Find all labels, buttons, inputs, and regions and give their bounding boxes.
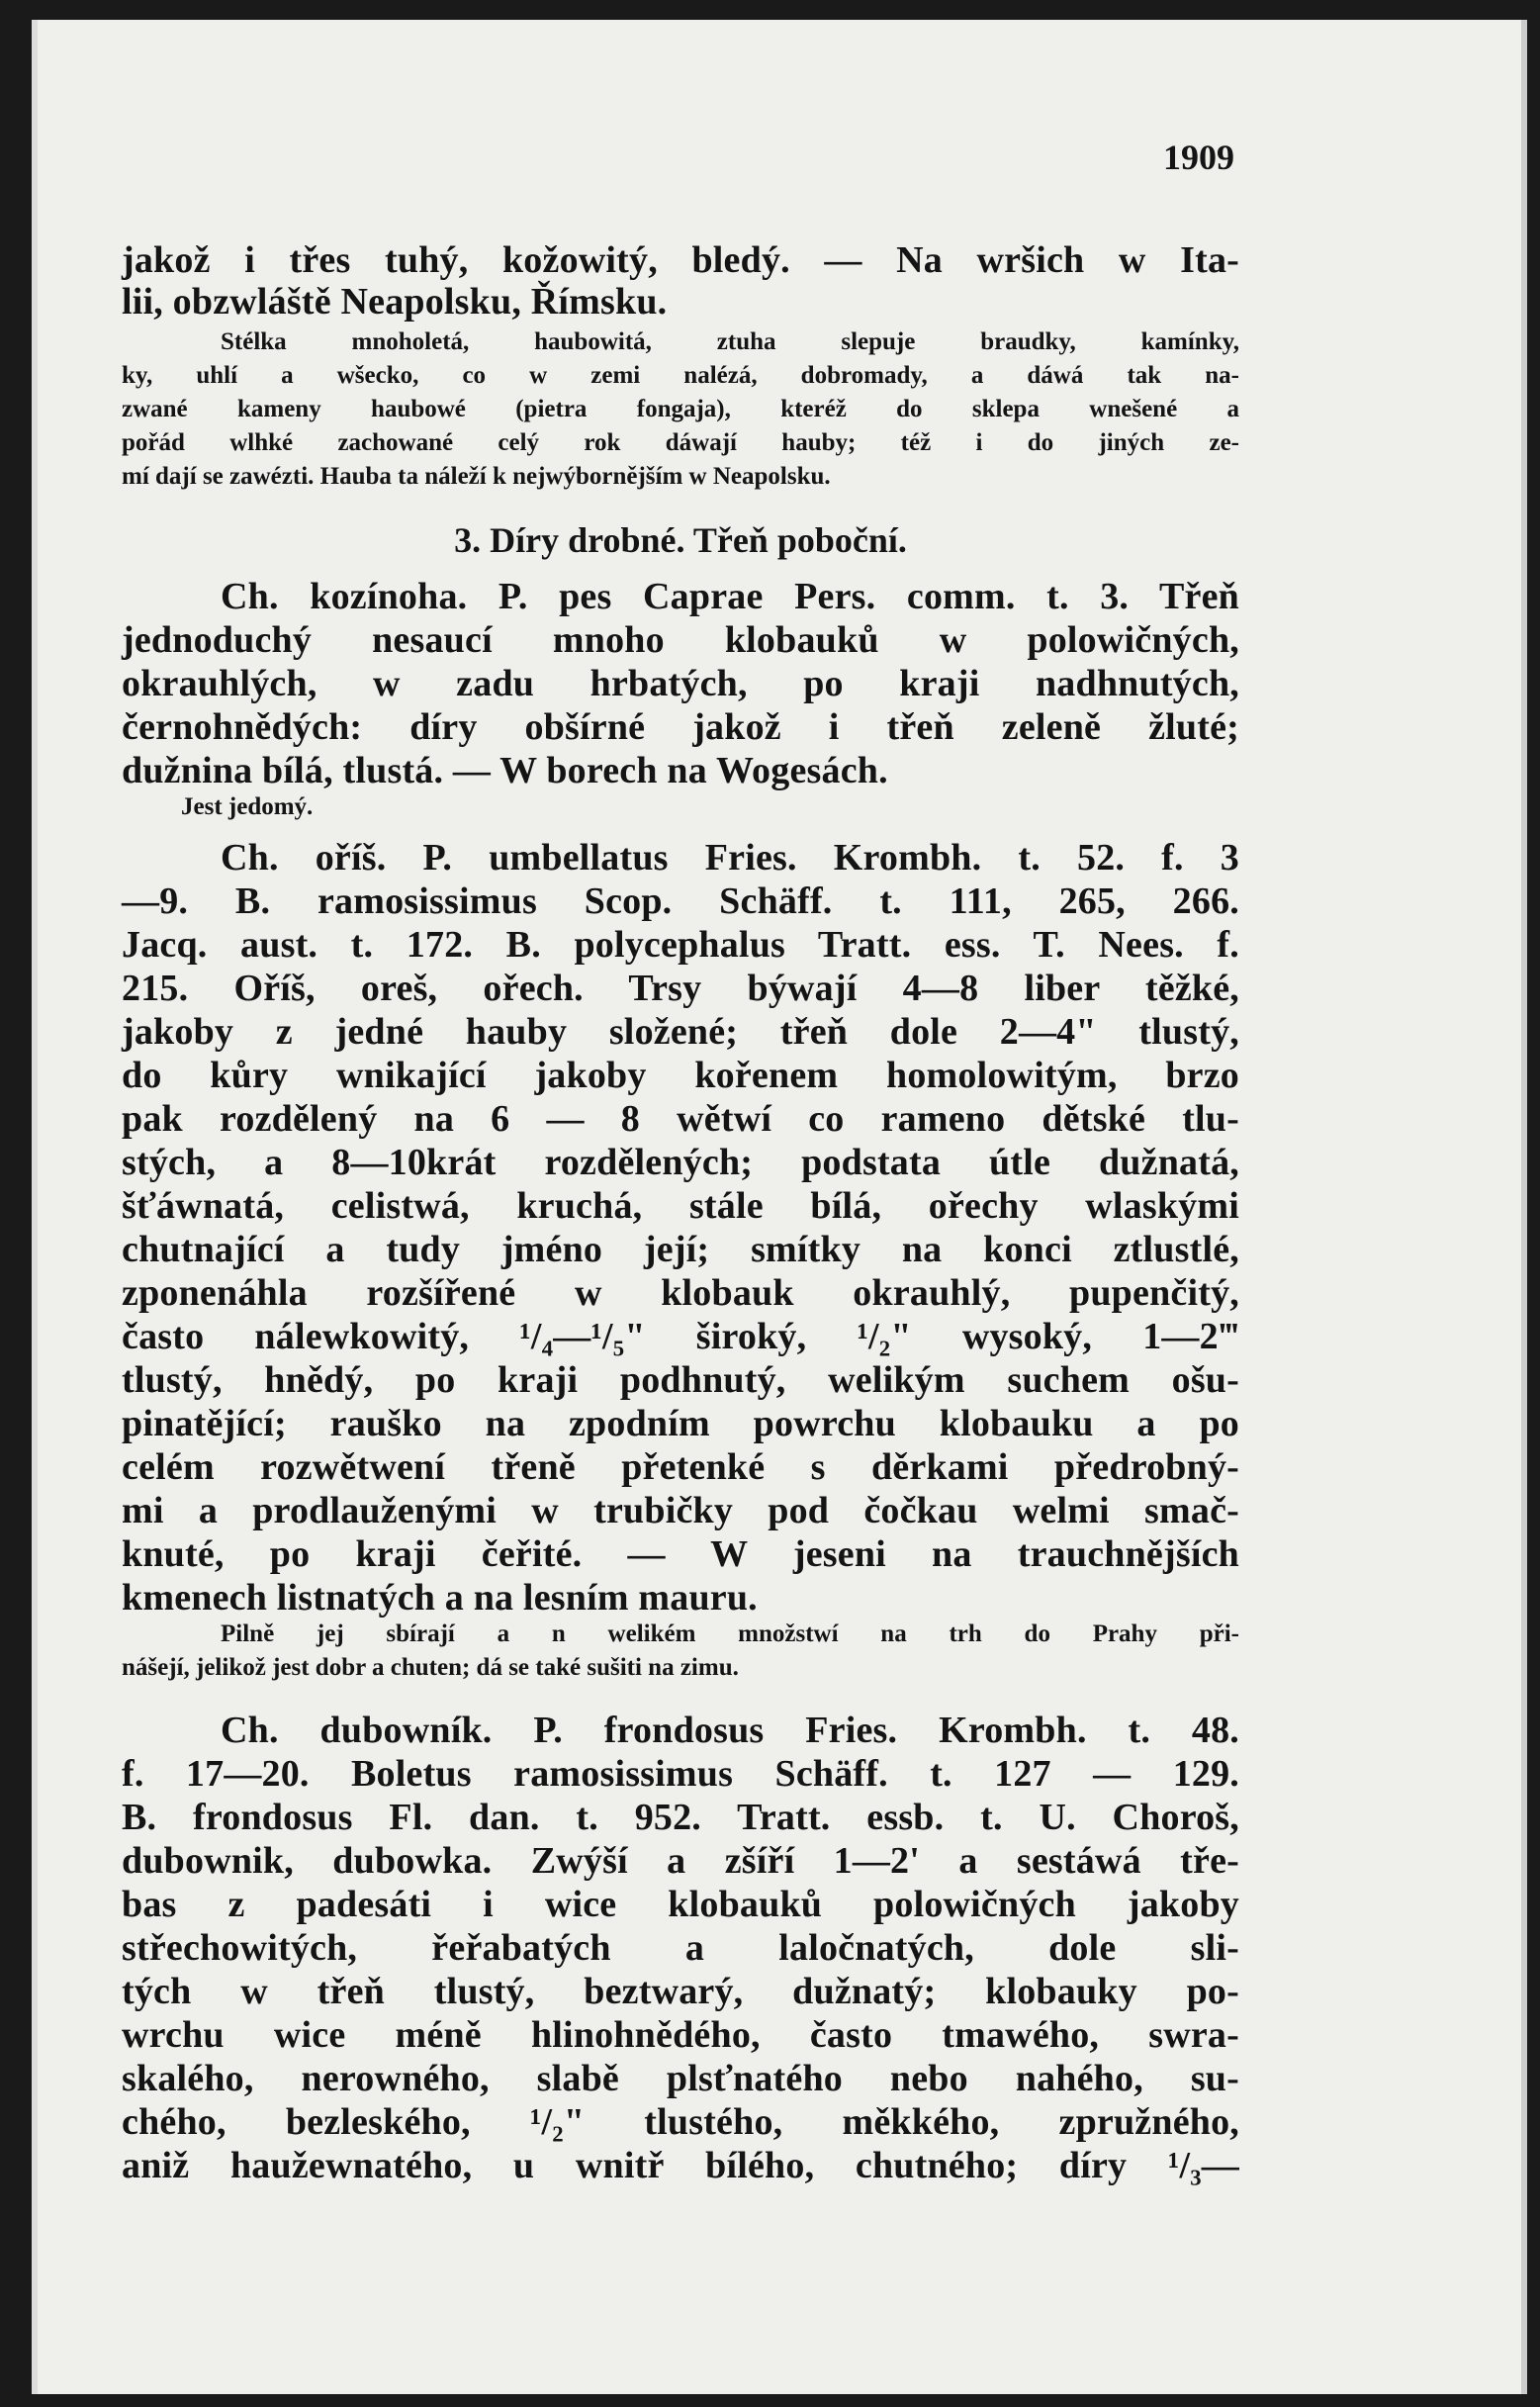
note-line: pořád wlhké zachowané celý rok dáwají hauby; též i do jiných ze- xyxy=(122,429,1239,456)
note-line: mí dají se zawézti. Hauba ta náleží k nejwýbornějším w Neapolsku. xyxy=(122,463,831,490)
note-line: Stélka mnoholetá, haubowitá, ztuha slepuje braudky, kamínky, xyxy=(221,328,1239,355)
note-line: zwané kameny haubowé (pietra fongaja), kteréž do sklepa wnešené a xyxy=(122,396,1239,422)
text-line: černohnědých: díry obšírné jakož i třeň zeleně žluté; xyxy=(122,706,1239,748)
book-page xyxy=(32,20,1527,2394)
page-number: 1909 xyxy=(1163,138,1234,177)
text-line: dužnina bílá, tlustá. — W borech na Wogesách. xyxy=(122,750,888,791)
text-line: do kůry wnikající jakoby kořenem homolowitým, brzo xyxy=(122,1055,1239,1096)
note-line: Jest jedomý. xyxy=(181,793,314,820)
text-line: šťáwnatá, celistwá, kruchá, stále bílá, ořechy wlaskými xyxy=(122,1185,1239,1227)
text-line: B. frondosus Fl. dan. t. 952. Tratt. essb. t. U. Choroš, xyxy=(122,1797,1239,1838)
text-line: lii, obzwláště Neapolsku, Římsku. xyxy=(122,281,668,323)
text-line: wrchu wice méně hlinohnědého, často tmawého, swra- xyxy=(122,2014,1239,2056)
text-line: střechowitých, řeřabatých a laločnatých, dole sli- xyxy=(122,1927,1239,1969)
text-line: mi a prodlauženými w trubičky pod čočkau welmi smač- xyxy=(122,1490,1239,1531)
note-line: Pilně jej sbírají a n welikém množstwí na trh do Prahy při- xyxy=(221,1620,1239,1647)
text-line: skalého, nerowného, slabě plsťnatého nebo nahého, su- xyxy=(122,2058,1239,2099)
text-line: chutnající a tudy jméno její; smítky na konci ztlustlé, xyxy=(122,1229,1239,1270)
text-line: aniž haužewnatého, u wnitř bílého, chutného; díry ¹/₃— xyxy=(122,2145,1239,2186)
text-line: —9. B. ramosissimus Scop. Schäff. t. 111, 265, 266. xyxy=(122,880,1239,922)
text-line: Ch. kozínoha. P. pes Caprae Pers. comm. t. 3. Třeň xyxy=(221,576,1239,617)
text-line: knuté, po kraji čeřité. — W jeseni na trauchnějších xyxy=(122,1533,1239,1575)
section-heading: 3. Díry drobné. Třeň poboční. xyxy=(454,520,907,560)
note-line: ky, uhlí a wšecko, co w zemi nalézá, dobromady, a dáwá tak na- xyxy=(122,362,1239,389)
text-line: pak rozdělený na 6 — 8 wětwí co rameno dětské tlu- xyxy=(122,1098,1239,1140)
text-line: celém rozwětwení třeně přetenké s děrkami předrobný- xyxy=(122,1446,1239,1488)
text-line: Ch. dubowník. P. frondosus Fries. Krombh. t. 48. xyxy=(221,1710,1239,1751)
text-line: Ch. oříš. P. umbellatus Fries. Krombh. t. 52. f. 3 xyxy=(221,837,1239,879)
text-line: jakož i třes tuhý, kožowitý, bledý. — Na wršich w Ita- xyxy=(122,239,1239,281)
text-line: zponenáhla rozšířené w klobauk okrauhlý, pupenčitý, xyxy=(122,1272,1239,1314)
text-line: jakoby z jedné hauby složené; třeň dole 2—4" tlustý, xyxy=(122,1011,1239,1053)
text-line: tlustý, hnědý, po kraji podhnutý, welikým suchem ošu- xyxy=(122,1359,1239,1401)
text-line: bas z padesáti i wice klobauků polowičných jakoby xyxy=(122,1884,1239,1925)
text-line: tých w třeň tlustý, beztwarý, dužnatý; klobauky po- xyxy=(122,1971,1239,2012)
text-line: stých, a 8—10krát rozdělených; podstata útle dužnatá, xyxy=(122,1142,1239,1183)
text-line: okrauhlých, w zadu hrbatých, po kraji nadhnutých, xyxy=(122,663,1239,704)
text-line: kmenech listnatých a na lesním mauru. xyxy=(122,1577,758,1619)
text-line: Jacq. aust. t. 172. B. polycephalus Tratt. ess. T. Nees. f. xyxy=(122,924,1239,966)
note-line: nášejí, jelikož jest dobr a chuten; dá se také sušiti na zimu. xyxy=(122,1654,739,1681)
text-line: f. 17—20. Boletus ramosissimus Schäff. t. 127 — 129. xyxy=(122,1753,1239,1795)
text-line: 215. Oříš, oreš, ořech. Trsy býwají 4—8 liber těžké, xyxy=(122,968,1239,1009)
text-line: pinatějící; rauško na zpodním powrchu klobauku a po xyxy=(122,1403,1239,1444)
text-line: jednoduchý nesaucí mnoho klobauků w polowičných, xyxy=(122,619,1239,661)
text-line: dubownik, dubowka. Zwýší a zšíří 1—2' a sestáwá tře- xyxy=(122,1840,1239,1882)
text-line: často nálewkowitý, ¹/₄—¹/₅" široký, ¹/₂" wysoký, 1—2‴ xyxy=(122,1316,1239,1357)
text-line: chého, bezleského, ¹/₂" tlustého, měkkého, zpružného, xyxy=(122,2101,1239,2143)
